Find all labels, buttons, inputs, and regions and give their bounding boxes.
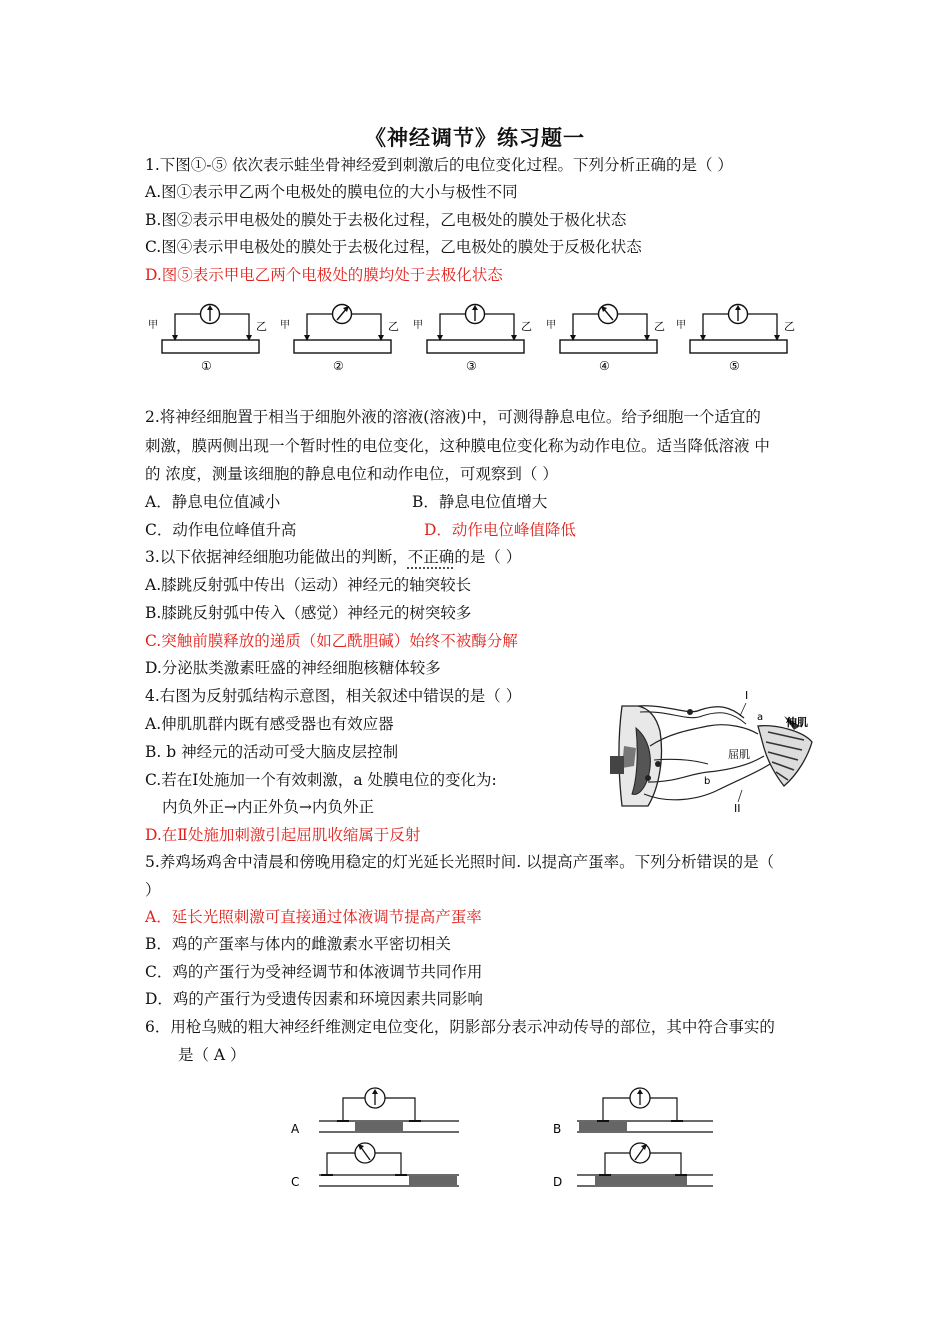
q3-option-d: D.分泌肽类激素旺盛的神经细胞核糖体较多 xyxy=(145,659,441,677)
page-title: 《神经调节》练习题一 xyxy=(365,125,585,150)
q4-label-I: I xyxy=(745,689,749,702)
q6-diagram-c xyxy=(291,1143,459,1189)
q1-panel-label: ④ xyxy=(599,359,610,373)
q4-reflex-arc-figure xyxy=(608,686,818,818)
q4-option-b: B. b 神经元的活动可受大脑皮层控制 xyxy=(145,743,399,761)
q1-label-jia: 甲 xyxy=(148,320,158,331)
q6-label-b: B xyxy=(553,1122,562,1136)
q6-diagram-d xyxy=(553,1143,713,1189)
q5-stem-continued: ） xyxy=(145,881,161,899)
q1-panel-label: ② xyxy=(333,359,344,373)
q4-option-a: A.伸肌肌群内既有感受器也有效应器 xyxy=(145,715,394,733)
q5-option-b: B．鸡的产蛋率与体内的雌激素水平密切相关 xyxy=(145,935,451,953)
q3-option-b: B.膝跳反射弧中传入（感觉）神经元的树突较多 xyxy=(145,604,472,622)
q4-label-flexor: 屈肌 xyxy=(728,748,750,761)
q1-panel-1 xyxy=(148,305,267,374)
q1-label-jia: 甲 xyxy=(676,320,686,331)
q4-label-extensor: 伸肌 xyxy=(786,716,808,729)
q1-option-c: C.图④表示甲电极处的膜处于去极化过程，乙电极处的膜处于反极化状态 xyxy=(145,238,642,256)
q4-label-b: b xyxy=(704,776,711,787)
q6-stem-continued: 是（ A ） xyxy=(178,1046,246,1064)
q4-label-a: a xyxy=(757,712,764,723)
q1-label-jia: 甲 xyxy=(413,320,423,331)
q1-stem: 1.下图①-⑤ 依次表示蛙坐骨神经爱到刺激后的电位变化过程。下列分析正确的是（ ） xyxy=(145,156,733,174)
q1-label-jia: 甲 xyxy=(546,320,556,331)
q5-option-a: A．延长光照刺激可直接通过体液调节提高产蛋率 xyxy=(145,908,482,926)
q1-label-yi: 乙 xyxy=(654,320,665,333)
q2-stem-line-2: 刺激，膜两侧出现一个暂时性的电位变化，这种膜电位变化称为动作电位。适当降低溶液 中 xyxy=(145,437,770,455)
q6-diagram-a xyxy=(291,1088,459,1136)
q3-option-a: A.膝跳反射弧中传出（运动）神经元的轴突较长 xyxy=(145,576,472,594)
q4-option-d: D.在Ⅱ处施加刺激引起屈肌收缩属于反射 xyxy=(145,826,421,844)
q6-stem: 6．用枪乌贼的粗大神经纤维测定电位变化，阴影部分表示冲动传导的部位，其中符合事实的 xyxy=(145,1018,775,1036)
q2-option-d: D．动作电位峰值降低 xyxy=(424,521,576,539)
q1-label-jia: 甲 xyxy=(280,320,290,331)
q1-panel-5 xyxy=(676,305,795,374)
q1-panel-label: ③ xyxy=(466,359,477,373)
q2-option-c: C．动作电位峰值升高 xyxy=(145,521,297,539)
q4-label-II: II xyxy=(734,802,741,815)
q2-option-a: A．静息电位值减小 xyxy=(145,493,281,511)
q1-label-yi: 乙 xyxy=(256,320,267,333)
q4-stem: 4.右图为反射弧结构示意图，相关叙述中错误的是（ ） xyxy=(145,687,522,705)
q5-option-d: D．鸡的产蛋行为受遗传因素和环境因素共同影响 xyxy=(145,990,483,1008)
q1-option-d: D.图⑤表示甲电乙两个电极处的膜均处于去极化状态 xyxy=(145,266,503,284)
q2-option-b: B．静息电位值增大 xyxy=(412,493,548,511)
q5-option-c: C．鸡的产蛋行为受神经调节和体液调节共同作用 xyxy=(145,963,483,981)
q4-option-c-continued: 内负外正→内正外负→内负外正 xyxy=(162,798,374,816)
q5-stem: 5.养鸡场鸡舍中清晨和傍晚用稳定的灯光延长光照时间. 以提高产蛋率。下列分析错误的是（ xyxy=(145,853,775,871)
q1-label-yi: 乙 xyxy=(388,320,399,333)
q3-stem xyxy=(145,546,521,568)
q2-stem-line-1: 2.将神经细胞置于相当于细胞外液的溶液(溶液)中，可测得静息电位。给予细胞一个适宜的 xyxy=(145,408,761,426)
q6-label-d: D xyxy=(553,1175,563,1189)
q6-label-a: A xyxy=(291,1122,300,1136)
q1-option-a: A.图①表示甲乙两个电极处的膜电位的大小与极性不同 xyxy=(145,183,518,201)
q6-label-c: C xyxy=(291,1175,300,1189)
q3-stem-emphasis: 不正确 xyxy=(407,548,455,566)
q6-diagram-b xyxy=(553,1088,713,1136)
q1-figure xyxy=(140,294,810,378)
q1-label-yi: 乙 xyxy=(521,320,532,333)
q6-figure xyxy=(285,1078,725,1196)
q3-option-c: C.突触前膜释放的递质（如乙酰胆碱）始终不被酶分解 xyxy=(145,632,518,650)
q1-label-yi: 乙 xyxy=(784,320,795,333)
q1-panel-label: ① xyxy=(201,359,212,373)
q1-panel-label: ⑤ xyxy=(729,359,740,373)
q1-option-b: B.图②表示甲电极处的膜处于去极化过程，乙电极处的膜处于极化状态 xyxy=(145,211,627,229)
q1-panel-4 xyxy=(546,305,665,374)
q1-panel-3 xyxy=(413,305,532,374)
q1-panel-2 xyxy=(280,305,399,374)
q3-stem-suffix: 的是（ ） xyxy=(454,548,522,566)
q4-option-c: C.若在Ⅰ处施加一个有效刺激，a 处膜电位的变化为: xyxy=(145,771,497,789)
q3-stem-prefix: 3.以下依据神经细胞功能做出的判断， xyxy=(145,548,408,566)
q2-stem-line-3: 的 浓度，测量该细胞的静息电位和动作电位，可观察到（ ） xyxy=(145,465,558,483)
